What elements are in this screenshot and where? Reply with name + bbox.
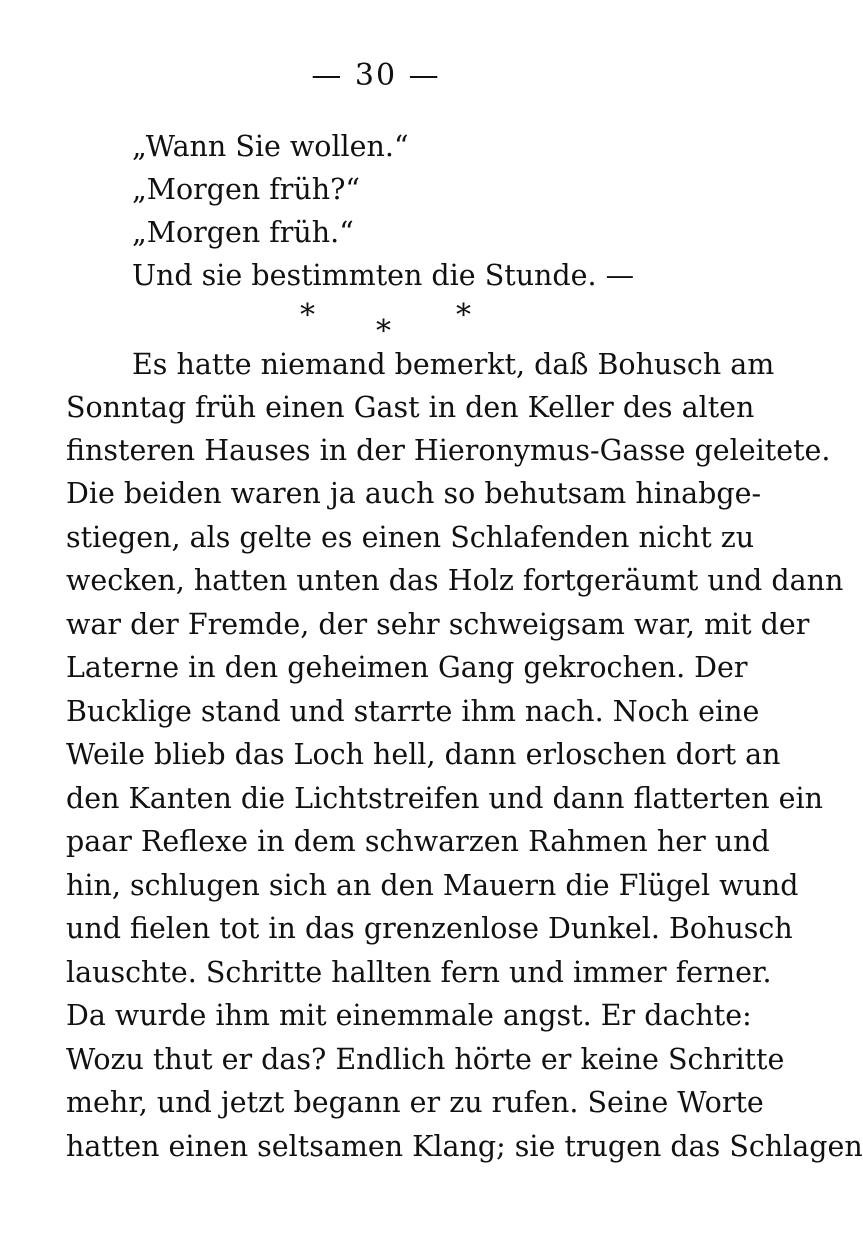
text-line: Die beiden waren ja auch so behutsam hinabge-	[66, 477, 762, 510]
text-line: Laterne in den geheimen Gang gekrochen. Der	[66, 651, 748, 684]
dialog-line: „Wann Sie wollen.“	[132, 130, 409, 163]
text-line: den Kanten die Lichtstreifen und dann flatterten ein	[66, 782, 823, 815]
text-line: finsteren Hauses in der Hieronymus-Gasse geleitete.	[66, 434, 831, 467]
dialog-line: Und sie bestimmten die Stunde. —	[132, 259, 635, 292]
text-line: Weile blieb das Loch hell, dann erloschen dort an	[66, 738, 781, 771]
separator-star: *	[456, 298, 471, 333]
text-line: Da wurde ihm mit einemmale angst. Er dachte:	[66, 999, 752, 1032]
text-line: stiegen, als gelte es einen Schlafenden nicht zu	[66, 521, 755, 554]
text-line: mehr, und jetzt begann er zu rufen. Seine Worte	[66, 1086, 764, 1119]
page-number: — 30 —	[311, 58, 441, 93]
text-line: hatten einen seltsamen Klang; sie trugen das Schlagen	[66, 1130, 863, 1163]
dialog-line: „Morgen früh?“	[132, 173, 360, 206]
text-line: Bucklige stand und starrte ihm nach. Noch eine	[66, 695, 760, 728]
text-line: paar Reflexe in dem schwarzen Rahmen her und	[66, 825, 770, 858]
text-line: hin, schlugen sich an den Mauern die Flügel wund	[66, 869, 799, 902]
text-line: wecken, hatten unten das Holz fortgeräumt und dann	[66, 564, 844, 597]
separator-star: *	[300, 298, 315, 333]
text-line: Es hatte niemand bemerkt, daß Bohusch am	[132, 348, 775, 381]
text-line: war der Fremde, der sehr schweigsam war, mit der	[66, 608, 810, 641]
dialog-line: „Morgen früh.“	[132, 216, 354, 249]
text-line: Wozu thut er das? Endlich hörte er keine Schritte	[66, 1043, 785, 1076]
separator-star: *	[376, 314, 391, 349]
text-line: und fielen tot in das grenzenlose Dunkel. Bohusch	[66, 912, 793, 945]
text-line: lauschte. Schritte hallten fern und immer ferner.	[66, 956, 772, 989]
text-line: Sonntag früh einen Gast in den Keller des alten	[66, 391, 755, 424]
